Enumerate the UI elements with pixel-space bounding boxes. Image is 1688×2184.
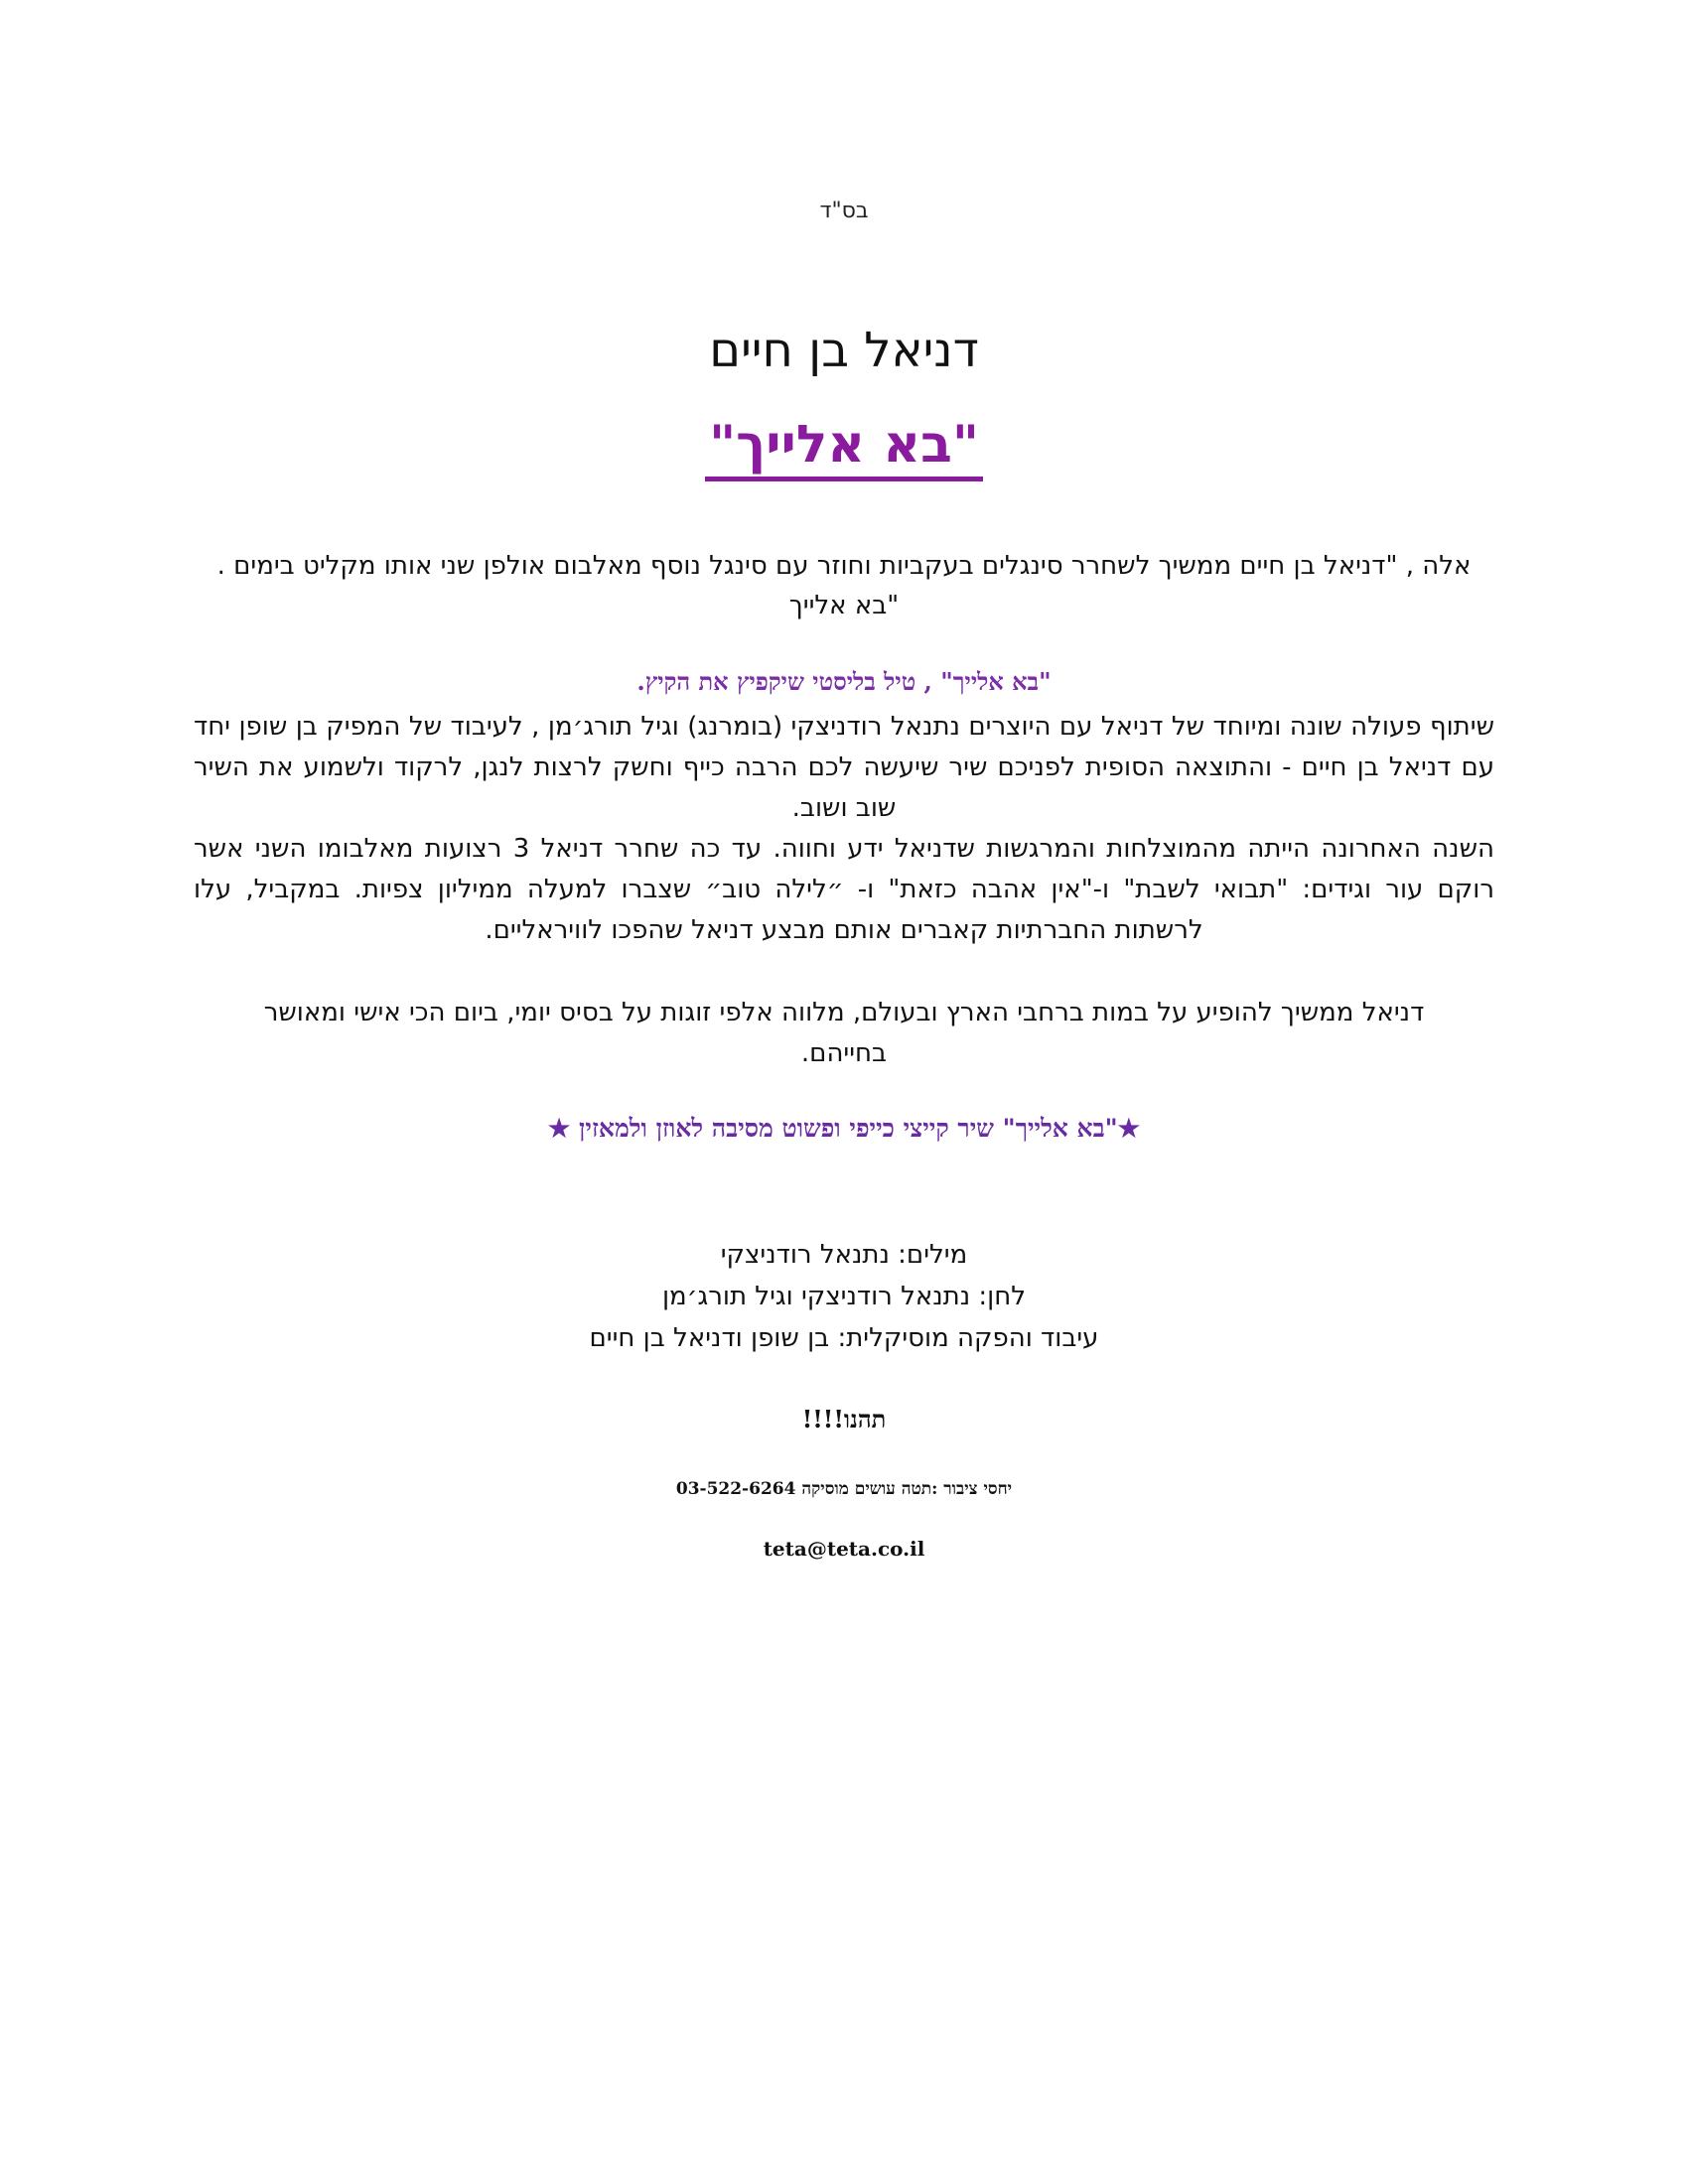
email-link[interactable]: teta@teta.co.il xyxy=(763,1537,925,1561)
artist-name: דניאל בן חיים xyxy=(709,323,979,378)
credits xyxy=(179,1234,1509,1359)
intro-paragraph xyxy=(179,546,1509,625)
intro-line-2: "בא אלייך xyxy=(788,591,900,620)
subheading: "בא אלייך" , טיל בליסטי שיקפיץ את הקיץ. xyxy=(636,667,1052,696)
credit-production: עיבוד והפקה מוסיקלית: בן שופן ודניאל בן חיים xyxy=(589,1323,1099,1353)
body-paragraph-2: השנה האחרונה הייתה מהמוצלחות והמרגשות שדניאל ידע וחווה. עד כה שחרר דניאל 3 רצועות מאלבומו השני אשר רוקם עור וגידים: "תבואי לשבת" ו-"אין אהבה כזאת" ו- ״לילה טוב״ שצברו למעלה ממיליון צפיות. במקביל, עלו לרשתות החברתיות קאברים אותם מבצע דניאל שהפכו לוויראליים. xyxy=(194,834,1494,945)
bsd-header: בס"ד xyxy=(819,199,869,223)
body-paragraph-1: שיתוף פעולה שונה ומיוחד של דניאל עם היוצרים נתנאל רודניצקי (בומרנג) וגיל תורג׳מן , לעיבוד של המפיק בן שופן יחד עם דניאל בן חיים - והתוצאה הסופית לפניכם שיר שיעשה לכם הרבה כייף וחשק לרצות לנגן, לרקוד ולשמוע את השיר שוב ושוב. xyxy=(194,712,1494,823)
performance-paragraph: דניאל ממשיך להופיע על במות ברחבי הארץ ובעולם, מלווה אלפי זוגות על בסיס יומי, ביום הכי אישי ומאושר בחייהם. xyxy=(263,998,1425,1068)
contact-email xyxy=(179,1537,1509,1561)
pr-contact: יחסי ציבור :תטה עושים מוסיקה 03-522-6264 xyxy=(675,1479,1013,1499)
intro-line-1: אלה , "דניאל בן חיים ממשיך לשחרר סינגלים בעקביות וחוזר עם סינגל נוסף מאלבום אולפן שני אותו מקליט בימים . xyxy=(216,551,1472,581)
credit-lyrics: מילים: נתנאל רודניצקי xyxy=(720,1240,968,1270)
song-title xyxy=(179,415,1509,475)
song-title-text: "בא אלייך" xyxy=(705,415,983,481)
enjoy-text: תהנו!!!! xyxy=(801,1405,887,1433)
credit-melody: לחן: נתנאל רודניצקי וגיל תורג׳מן xyxy=(661,1282,1027,1311)
body-text xyxy=(194,707,1494,951)
tagline: ★"בא אלייך" שיר קייצי כייפי ופשוט מסיבה לאוזן ולמאזין ★ xyxy=(547,1114,1141,1143)
